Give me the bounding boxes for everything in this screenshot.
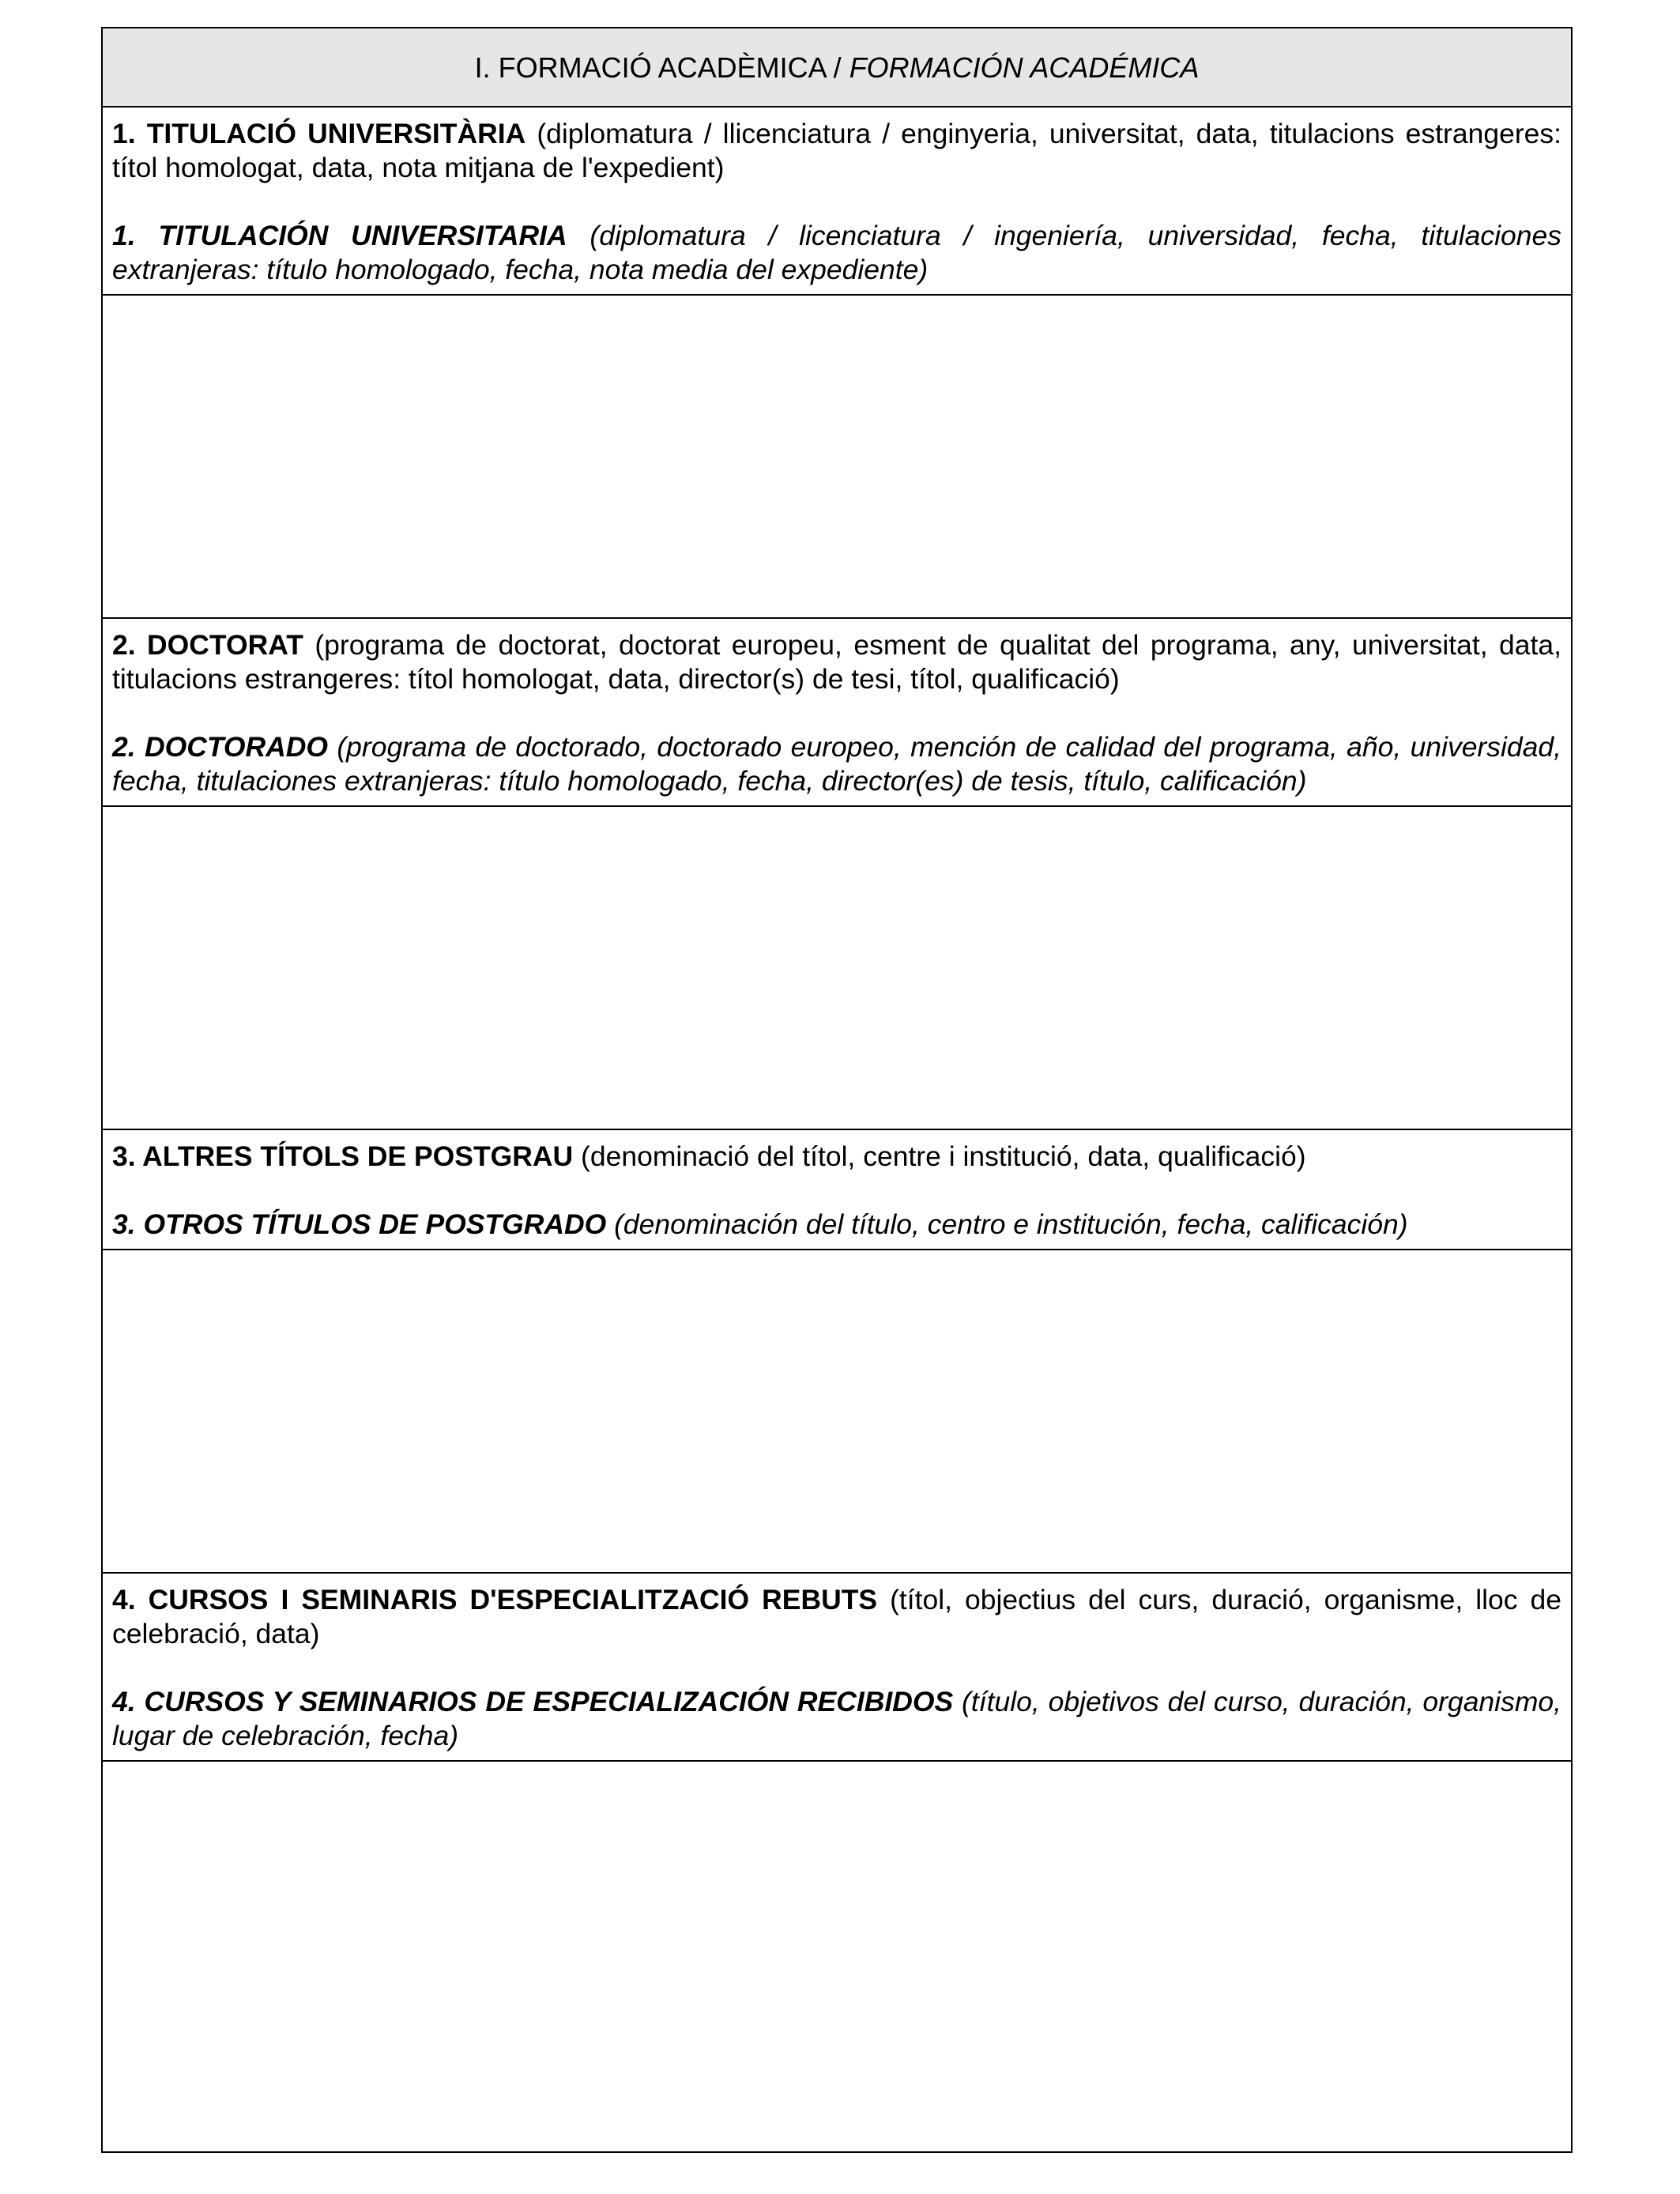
- section-4-heading-ca: 4. CURSOS I SEMINARIS D'ESPECIALITZACIÓ REBUTS: [112, 1584, 878, 1615]
- section-4-detail-es: (título, objetivos del curso, duración, organismo, lugar de celebración, fecha): [112, 1686, 1561, 1751]
- section-3-prompt-row: [102, 1129, 1572, 1250]
- section-1-prompt-row: [102, 107, 1572, 295]
- section-1-heading-ca: 1. TITULACIÓ UNIVERSITÀRIA: [112, 118, 526, 149]
- section-2-answer-field[interactable]: [102, 806, 1572, 1129]
- section-4-detail-ca: (títol, objectius del curs, duració, organisme, lloc de celebració, data): [112, 1584, 1561, 1649]
- section-3-prompt-ca: [112, 1140, 1561, 1174]
- section-1-detail-ca: (diplomatura / llicenciatura / enginyeria, universitat, data, titulacions estrangeres: títol homologat, data, nota mitjana de l'expedient): [112, 118, 1561, 183]
- academic-training-form: [101, 27, 1573, 2153]
- section-1-prompt: [102, 107, 1572, 295]
- section-4-prompt-es: [112, 1685, 1561, 1753]
- section-1-heading-es: 1. TITULACIÓN UNIVERSITARIA: [112, 220, 567, 251]
- section-4-prompt: [102, 1573, 1572, 1761]
- section-2-prompt-ca: [112, 628, 1561, 696]
- section-2-detail-es: (programa de doctorado, doctorado europeo, mención de calidad del programa, año, universidad, fecha, titulaciones extranjeras: título homologado, fecha, director(es) de tesis, título, calificación): [112, 731, 1561, 797]
- section-1-detail-es: (diplomatura / licenciatura / ingeniería, universidad, fecha, titulaciones extranjeras: título homologado, fecha, nota media del expediente): [112, 220, 1561, 285]
- section-3-heading-ca: 3. ALTRES TÍTOLS DE POSTGRAU: [112, 1140, 574, 1172]
- section-2-prompt-row: [102, 618, 1572, 806]
- section-2-detail-ca: (programa de doctorat, doctorat europeu, esment de qualitat del programa, any, universitat, data, titulacions estrangeres: títol homologat, data, director(s) de tesi, títol, qualificació): [112, 629, 1562, 695]
- form-title-es: FORMACIÓN ACADÉMICA: [849, 51, 1200, 84]
- section-2-prompt-es: [112, 730, 1561, 798]
- section-3-prompt: [102, 1129, 1572, 1250]
- section-2-answer-row: [102, 806, 1572, 1129]
- section-4-prompt-row: [102, 1573, 1572, 1761]
- section-1-answer-row: [102, 295, 1572, 618]
- section-3-heading-es: 3. OTROS TÍTULOS DE POSTGRADO: [112, 1208, 607, 1240]
- section-2-prompt: [102, 618, 1572, 806]
- section-4-heading-es: 4. CURSOS Y SEMINARIOS DE ESPECIALIZACIÓN RECIBIDOS: [112, 1686, 954, 1717]
- section-3-answer-row: [102, 1250, 1572, 1573]
- section-2-heading-es: 2. DOCTORADO: [112, 731, 329, 763]
- form-header-row: [102, 28, 1572, 107]
- section-4-answer-field[interactable]: [102, 1761, 1572, 2152]
- form-title: [102, 28, 1572, 107]
- section-3-detail-es: (denominación del título, centro e institución, fecha, calificación): [606, 1208, 1408, 1240]
- section-3-detail-ca: (denominació del títol, centre i institució, data, qualificació): [573, 1140, 1306, 1172]
- section-3-answer-field[interactable]: [102, 1250, 1572, 1573]
- section-4-prompt-ca: [112, 1583, 1561, 1651]
- section-1-answer-field[interactable]: [102, 295, 1572, 618]
- form-title-ca: I. FORMACIÓ ACADÈMICA /: [474, 51, 849, 84]
- section-1-prompt-ca: [112, 117, 1561, 185]
- section-3-prompt-es: [112, 1208, 1561, 1242]
- section-4-answer-row: [102, 1761, 1572, 2152]
- section-1-prompt-es: [112, 219, 1561, 287]
- section-2-heading-ca: 2. DOCTORAT: [112, 629, 303, 661]
